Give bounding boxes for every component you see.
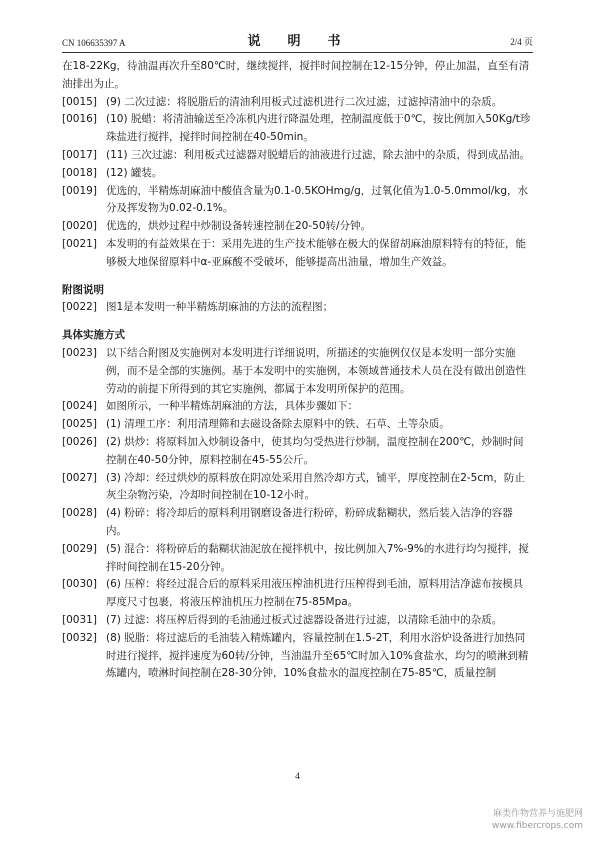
paragraph-text: 图1是本发明一种半精炼胡麻油的方法的流程图； (106, 301, 334, 314)
paragraph-number: [0015] (62, 95, 97, 108)
numbered-paragraph (62, 398, 533, 416)
paragraph-number: [0019] (62, 184, 97, 197)
paragraph-group-a (62, 94, 533, 272)
paragraph-number: [0032] (62, 631, 97, 644)
watermark-line-1: 麻类作物营养与施肥网 (492, 809, 583, 819)
paragraph-text: 如图所示，一种半精炼胡麻油的方法，具体步骤如下： (106, 400, 358, 413)
document-body (62, 58, 533, 683)
numbered-paragraph (62, 94, 533, 112)
paragraph-number: [0031] (62, 613, 97, 626)
watermark (492, 808, 583, 832)
paragraph-text: (8) 脱脂：将过滤后的毛油装入精炼罐内，容量控制在1.5-2T，利用水浴炉设备进行加热同时进行搅拌，搅拌速度为60转/分钟，当油温升至65℃时加入10%食盐水，均匀的喷淋到精炼罐内，喷淋时间控制在28-30分钟，10%食盐水的温度控制在75-85℃，质量控制 (106, 631, 529, 680)
paragraph-text: (10) 脱蜡：将清油输送至冷冻机内进行降温处理，控制温度低于0℃，按比例加入50Kg/t珍珠盐进行搅拌，搅拌时间控制在40-50min。 (106, 113, 531, 144)
paragraph-number: [0026] (62, 435, 97, 448)
paragraph-number: [0027] (62, 471, 97, 484)
paragraph-number: [0025] (62, 418, 97, 431)
paragraph-text: (5) 混合：将粉碎后的黏糊状油泥放在搅拌机中，按比例加入7%-9%的水进行均匀搅拌，搅拌时间控制在15-20分钟。 (106, 542, 529, 573)
paragraph-text: 在18-22Kg，待油温再次升至80℃时，继续搅拌，搅拌时间控制在12-15分钟，停止加温，直至有清油排出为止。 (62, 60, 530, 90)
paragraph-number: [0023] (62, 346, 97, 359)
numbered-paragraph (62, 416, 533, 434)
watermark-line-2: www.fibercrops.com (492, 821, 583, 831)
page-header (62, 30, 533, 53)
numbered-paragraph (62, 299, 533, 317)
paragraph-text: 优选的，烘炒过程中炒制设备转速控制在20-50转/分钟。 (106, 220, 372, 233)
numbered-paragraph (62, 183, 533, 219)
numbered-paragraph (62, 236, 533, 272)
document-title: 说 明 书 (247, 34, 348, 49)
paragraph-number: [0020] (62, 220, 97, 233)
paragraph-text: (2) 烘炒：将原料加入炒制设备中，使其均匀受热进行炒制，温度控制在200℃，炒制时间控制在40-50分钟，原料控制在45-55公斤。 (106, 435, 524, 466)
paragraph-number: [0029] (62, 542, 97, 555)
paragraph-text: (7) 过滤：将压榨后得到的毛油通过板式过滤器设备进行过滤，以清除毛油中的杂质。 (106, 613, 503, 626)
numbered-paragraph (62, 612, 533, 630)
paragraph-text: (6) 压榨：将经过混合后的原料采用液压榨油机进行压榨得到毛油，原料用洁净滤布按模具厚度尺寸包裹，将液压榨油机压力控制在75-85Mpa。 (106, 578, 524, 609)
paragraph-number: [0028] (62, 507, 97, 520)
paragraph-text: 本发明的有益效果在于：采用先进的生产技术能够在极大的保留胡麻油原料特有的特征，能够极大地保留原料中α-亚麻酸不受破坏，能够提高出油量，增加生产效益。 (106, 237, 526, 268)
continued-paragraph (62, 58, 533, 94)
paragraph-number: [0021] (62, 237, 97, 250)
numbered-paragraph (62, 165, 533, 183)
numbered-paragraph (62, 630, 533, 683)
paragraph-text: (3) 冷却：经过烘炒的原料放在阴凉处采用自然冷却方式，铺平，厚度控制在2-5cm，防止灰尘杂物污染，冷却时间控制在10-12小时。 (106, 471, 525, 502)
paragraph-text: (1) 清理工序：利用清理筛和去磁设备除去原料中的铁、石草、土等杂质。 (106, 418, 450, 431)
numbered-paragraph (62, 434, 533, 470)
paragraph-number: [0024] (62, 400, 97, 413)
numbered-paragraph (62, 345, 533, 398)
paragraph-number: [0017] (62, 148, 97, 161)
section-heading-drawings: 附图说明 (62, 283, 104, 296)
paragraph-group-b (62, 299, 533, 317)
paragraph-text: (11) 三次过滤：利用板式过滤器对脱蜡后的油液进行过滤，除去油中的杂质，得到成品油。 (106, 148, 530, 161)
numbered-paragraph (62, 576, 533, 612)
paragraph-number: [0030] (62, 578, 97, 591)
numbered-paragraph (62, 218, 533, 236)
numbered-paragraph (62, 505, 533, 541)
paragraph-text: 优选的，半精炼胡麻油中酸值含量为0.1-0.5KOHmg/g，过氧化值为1.0-5.0mmol/kg，水分及挥发物为0.02-0.1%。 (106, 184, 529, 215)
section-heading-embodiments: 具体实施方式 (62, 329, 125, 342)
page-number: 4 (295, 772, 300, 782)
paragraph-text: (12) 罐装。 (106, 166, 163, 179)
numbered-paragraph (62, 470, 533, 506)
paragraph-text: (9) 二次过滤：将脱脂后的清油利用板式过滤机进行二次过滤，过滤掉清油中的杂质。 (106, 95, 503, 108)
paragraph-number: [0022] (62, 301, 97, 314)
paragraph-number: [0018] (62, 166, 97, 179)
patent-number: CN 106635397 A (62, 38, 126, 48)
page-indicator: 2/4 页 (510, 37, 533, 47)
paragraph-text: 以下结合附图及实施例对本发明进行详细说明，所描述的实施例仅仅是本发明一部分实施例，而不是全部的实施例。基于本发明中的实施例，本领域普通技术人员在没有做出创造性劳动的前提下所得到的其它实施例，都属于本发明所保护的范围。 (106, 346, 526, 395)
paragraph-text: (4) 粉碎：将冷却后的原料利用钢磨设备进行粉碎，粉碎成黏糊状，然后装入洁净的容器内。 (106, 507, 513, 537)
numbered-paragraph (62, 111, 533, 147)
paragraph-group-c (62, 345, 533, 683)
numbered-paragraph (62, 147, 533, 165)
paragraph-number: [0016] (62, 113, 97, 126)
numbered-paragraph (62, 541, 533, 577)
